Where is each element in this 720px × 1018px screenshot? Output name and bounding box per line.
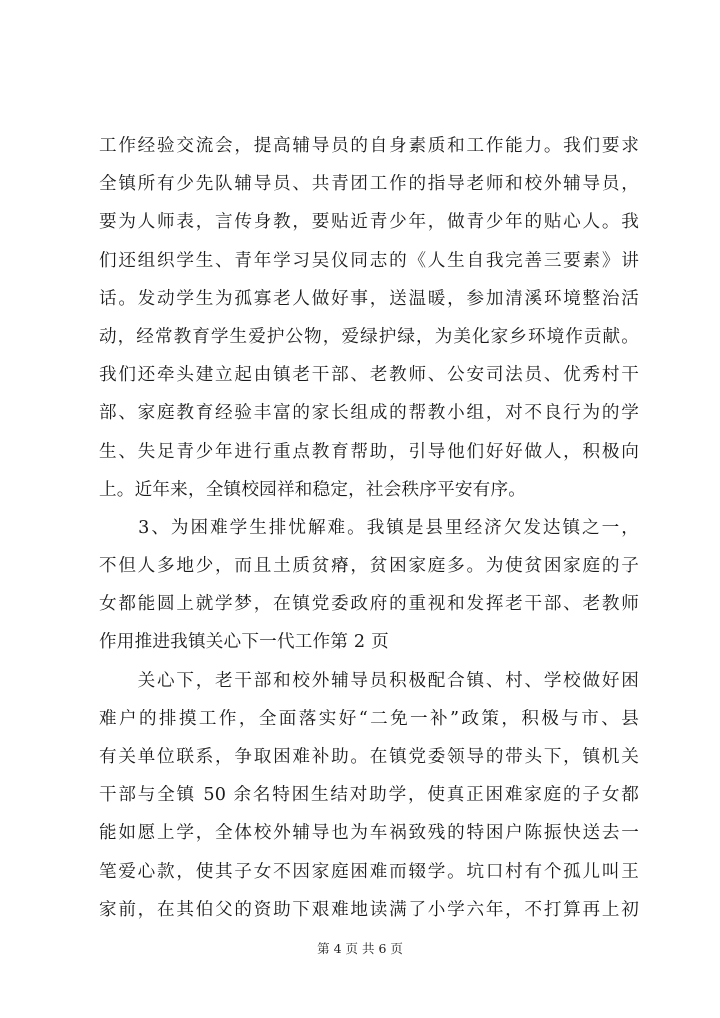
text-line: 部、家庭教育经验丰富的家长组成的帮教小组，对不良行为的学 (99, 403, 639, 424)
text-line: 们还组织学生、青年学习吴仪同志的《人生自我完善三要素》讲 (99, 250, 639, 271)
text-line: 女都能圆上就学梦，在镇党委政府的重视和发挥老干部、老教师 (99, 594, 639, 615)
text-line: 笔爱心款，使其子女不因家庭困难而辍学。坑口村有个孤儿叫王 (99, 861, 639, 882)
text-line: 生、失足青少年进行重点教育帮助，引导他们好好做人，积极向 (99, 441, 639, 462)
text-line: 关心下，老干部和校外辅导员积极配合镇、村、学校做好困 (99, 670, 639, 691)
text-line: 能如愿上学，全体校外辅导也为车祸致残的特困户陈振快送去一 (99, 823, 639, 844)
text-line: 上。近年来，全镇校园祥和稳定，社会秩序平安有序。 (99, 479, 527, 500)
text-line: 话。发动学生为孤寡老人做好事，送温暖，参加清溪环境整治活 (99, 288, 639, 309)
text-line: 我们还牵头建立起由镇老干部、老教师、公安司法员、优秀村干 (99, 365, 639, 386)
body-text (99, 127, 639, 929)
text-line: 家前，在其伯父的资助下艰难地读满了小学六年，不打算再上初 (99, 899, 639, 920)
text-line: 不但人多地少，而且土质贫瘠，贫困家庭多。为使贫困家庭的子 (99, 556, 639, 577)
text-line: 要为人师表，言传身教，要贴近青少年，做青少年的贴心人。我 (99, 212, 639, 233)
text-line: 动，经常教育学生爱护公物，爱绿护绿，为美化家乡环境作贡献。 (99, 326, 639, 347)
text-line: 全镇所有少先队辅导员、共青团工作的指导老师和校外辅导员， (99, 174, 639, 195)
text-line: 干部与全镇 50 余名特困生结对助学，使真正困难家庭的子女都 (99, 785, 639, 806)
text-line: 作用推进我镇关心下一代工作第 2 页 (99, 632, 389, 653)
text-line: 难户的排摸工作，全面落实好“二免一补”政策，积极与市、县 (99, 708, 639, 729)
page-footer: 第 4 页 共 6 页 (317, 941, 403, 956)
text-line: 有关单位联系，争取困难补助。在镇党委领导的带头下，镇机关 (99, 747, 639, 767)
text-line: 3、为困难学生排忧解难。我镇是县里经济欠发达镇之一， (99, 517, 639, 538)
text-line: 工作经验交流会，提高辅导员的自身素质和工作能力。我们要求 (99, 136, 639, 156)
